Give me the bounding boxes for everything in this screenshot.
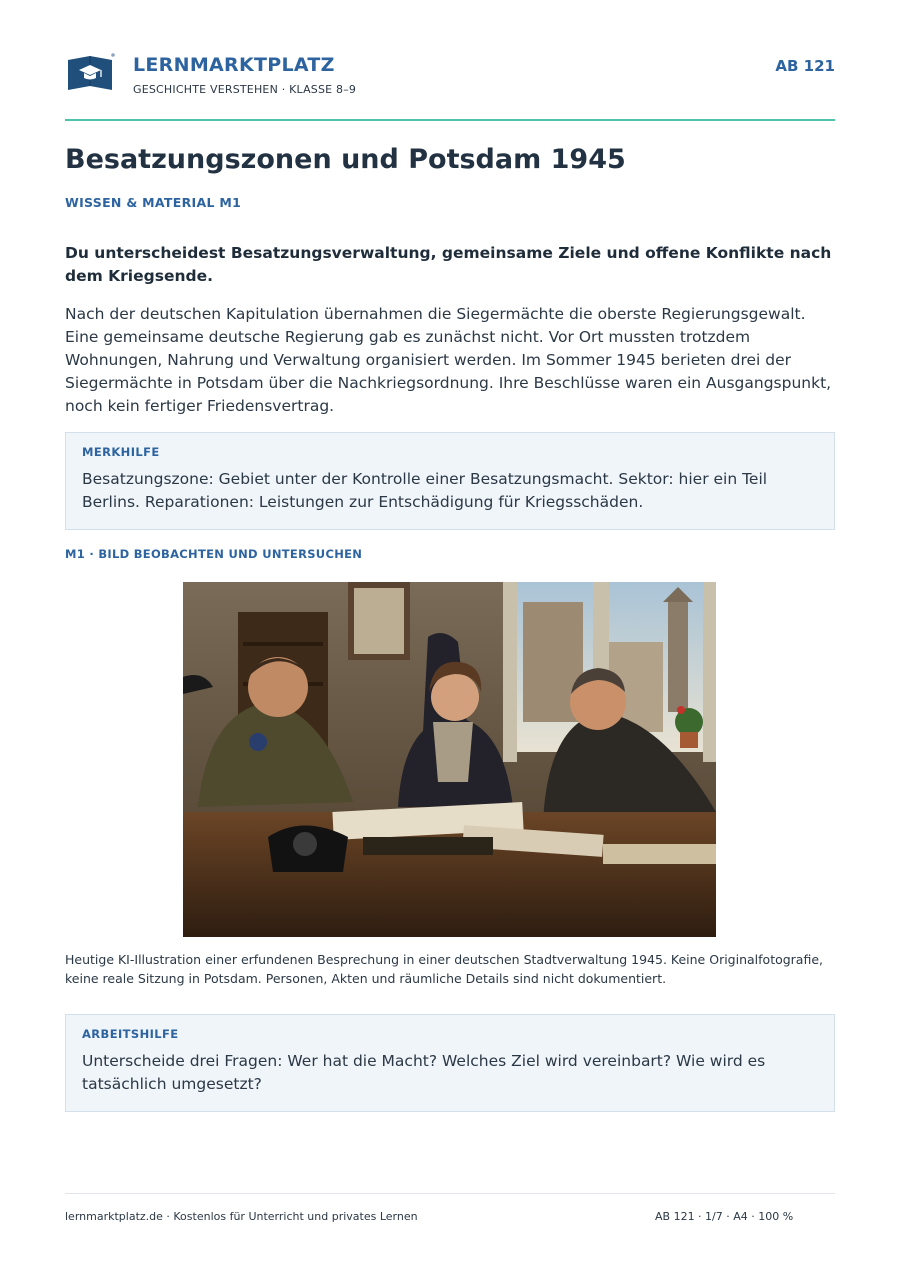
image-caption: Heutige KI-Illustration einer erfundenen Besprechung in einer deutschen Stadtverwaltung 1945. Keine Originalfotografie, keine reale Sitzung in Potsdam. Personen, Akten und räumliche Details sind nicht dokumentiert. bbox=[65, 952, 824, 986]
worksheet-page bbox=[65, 0, 835, 1273]
merkhilfe-label: MERKHILFE bbox=[82, 445, 160, 459]
footer-right: AB 121 · 1/7 · A4 · 100 % bbox=[655, 1210, 794, 1223]
meeting-illustration bbox=[183, 582, 716, 937]
section-tag: WISSEN & MATERIAL M1 bbox=[65, 195, 242, 210]
brand-name: LERNMARKTPLATZ bbox=[133, 54, 335, 76]
page-title: Besatzungszonen und Potsdam 1945 bbox=[65, 144, 626, 175]
footer-left: lernmarktplatz.de · Kostenlos für Unterricht und privates Lernen bbox=[65, 1210, 418, 1223]
arbeitshilfe-box bbox=[65, 1014, 835, 1112]
sheet-id: AB 121 bbox=[775, 57, 835, 75]
m1-heading: M1 · BILD BEOBACHTEN UND UNTERSUCHEN bbox=[65, 547, 363, 561]
learning-goal: Du unterscheidest Besatzungsverwaltung, gemeinsame Ziele und offene Konflikte nach dem Kriegsende. bbox=[65, 244, 832, 285]
brand-subtitle: GESCHICHTE VERSTEHEN · KLASSE 8–9 bbox=[133, 83, 357, 96]
arbeitshilfe-text: Unterscheide drei Fragen: Wer hat die Macht? Welches Ziel wird vereinbart? Wie wird es tatsächlich umgesetzt? bbox=[82, 1052, 766, 1093]
merkhilfe-box bbox=[65, 432, 835, 530]
body-text: Nach der deutschen Kapitulation übernahmen die Siegermächte die oberste Regierungsgewalt. Eine gemeinsame deutsche Regierung gab es zunächst nicht. Vor Ort mussten trotzdem Wohnungen, Nahrung und Verwaltung organisiert werden. Im Sommer 1945 berieten drei der Siegermächte in Potsdam über die Nachkriegsordnung. Ihre Beschlüsse waren ein Ausgangspunkt, noch kein fertiger Friedensvertrag. bbox=[65, 305, 832, 415]
header-divider bbox=[65, 119, 835, 121]
graduation-cap-book-icon bbox=[65, 52, 115, 94]
merkhilfe-text: Besatzungszone: Gebiet unter der Kontrolle einer Besatzungsmacht. Sektor: hier ein Teil Berlins. Reparationen: Leistungen zur Entschädigung für Kriegsschäden. bbox=[82, 470, 768, 511]
footer-divider bbox=[65, 1193, 835, 1194]
page-header bbox=[65, 50, 835, 110]
arbeitshilfe-label: ARBEITSHILFE bbox=[82, 1027, 179, 1041]
